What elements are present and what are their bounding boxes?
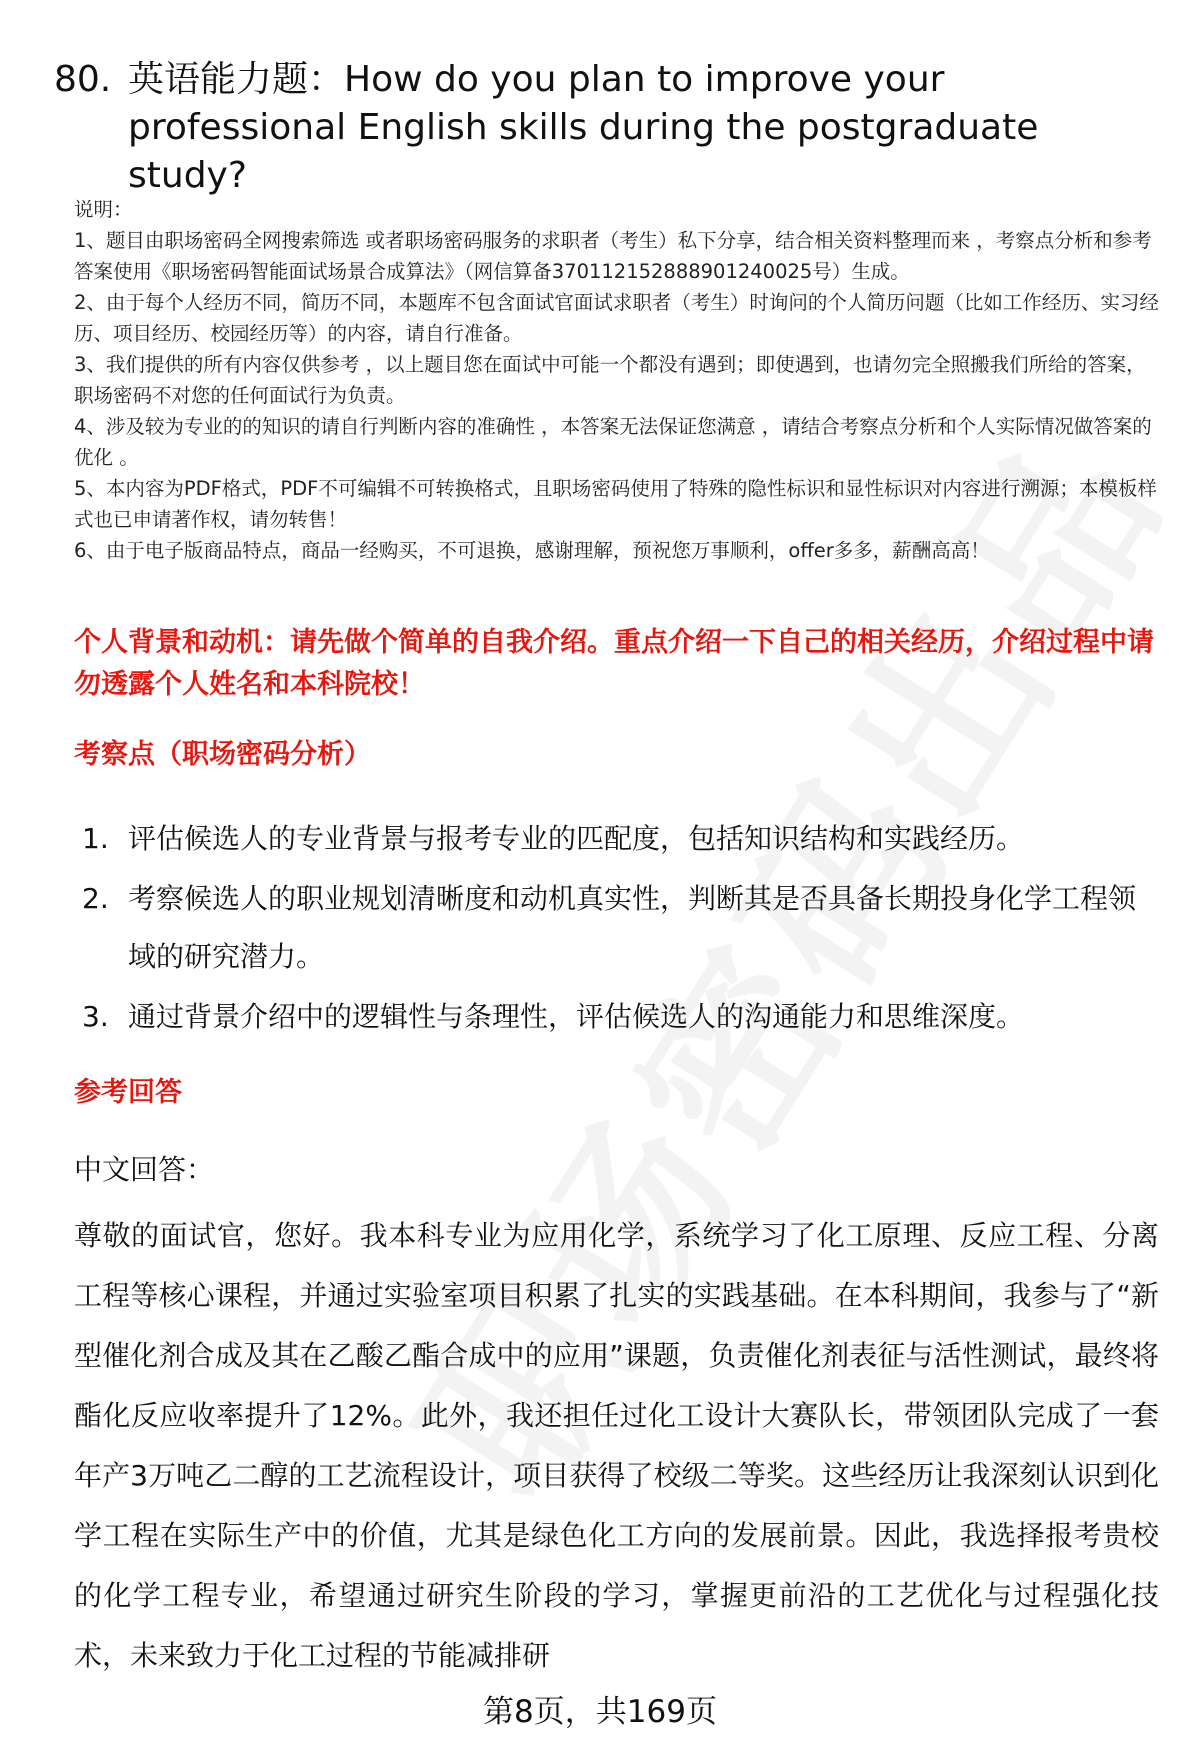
notes-item: 4、涉及较为专业的的知识的请自行判断内容的准确性 ，本答案无法保证您满意 ，请结合考察点分析和个人实际情况做答案的优化 。 bbox=[74, 415, 1152, 469]
list-item bbox=[82, 810, 1162, 868]
list-item-text: 通过背景介绍中的逻辑性与条理性，评估候选人的沟通能力和思维深度。 bbox=[128, 1000, 1025, 1033]
notes-item: 1、题目由职场密码全网搜索筛选 或者职场密码服务的求职者（考生）私下分享，结合相关资料整理而来 ，考察点分析和参考答案使用《职场密码智能面试场景合成算法》（网信算备370112152888901240025号）生成。 bbox=[74, 229, 1152, 283]
list-item-number: 3. bbox=[82, 1000, 109, 1033]
question-text: 英语能力题：How do you plan to improve your professional English skills during the postgraduate study? bbox=[128, 59, 1039, 196]
question-heading bbox=[54, 56, 1164, 200]
list-item-text: 考察候选人的职业规划清晰度和动机真实性，判断其是否具备长期投身化学工程领域的研究潜力。 bbox=[128, 882, 1137, 973]
assessment-points-heading: 考察点（职场密码分析） bbox=[74, 739, 371, 770]
list-item-text: 评估候选人的专业背景与报考专业的匹配度，包括知识结构和实践经历。 bbox=[128, 822, 1025, 855]
question-number: 80. bbox=[54, 59, 112, 100]
list-item bbox=[82, 988, 1162, 1046]
notes-item: 6、由于电子版商品特点，商品一经购买，不可退换，感谢理解，预祝您万事顺利，offer多多，薪酬高高！ bbox=[74, 539, 990, 562]
notes-title: 说明： bbox=[74, 198, 133, 221]
answer-body: 尊敬的面试官，您好。我本科专业为应用化学，系统学习了化工原理、反应工程、分离工程等核心课程，并通过实验室项目积累了扎实的实践基础。在本科期间，我参与了“新型催化剂合成及其在乙酸乙酯合成中的应用”课题，负责催化剂表征与活性测试，最终将酯化反应收率提升了12%。此外，我还担任过化工设计大赛队长，带领团队完成了一套年产3万吨乙二醇的工艺流程设计，项目获得了校级二等奖。这些经历让我深刻认识到化学工程在实际生产中的价值，尤其是绿色化工方向的发展前景。因此，我选择报考贵校的化学工程专业，希望通过研究生阶段的学习，掌握更前沿的工艺优化与过程强化技术，未来致力于化工过程的节能减排研 bbox=[74, 1219, 1159, 1672]
notes-item: 5、本内容为PDF格式，PDF不可编辑不可转换格式，且职场密码使用了特殊的隐性标识和显性标识对内容进行溯源；本模板样式也已申请著作权，请勿转售！ bbox=[74, 477, 1157, 531]
answer-language-label: 中文回答： bbox=[74, 1153, 215, 1186]
list-item-number: 1. bbox=[82, 822, 109, 855]
notes-block bbox=[74, 194, 1164, 566]
list-item-number: 2. bbox=[82, 882, 109, 915]
reference-answer-heading: 参考回答 bbox=[74, 1077, 182, 1108]
background-heading: 个人背景和动机：请先做个简单的自我介绍。重点介绍一下自己的相关经历，介绍过程中请勿透露个人姓名和本科院校！ bbox=[74, 627, 1154, 700]
list-item bbox=[82, 870, 1162, 986]
notes-item: 3、我们提供的所有内容仅供参考 ，以上题目您在面试中可能一个都没有遇到；即使遇到，也请勿完全照搬我们所给的答案，职场密码不对您的任何面试行为负责。 bbox=[74, 353, 1146, 407]
assessment-points-list bbox=[82, 810, 1162, 1048]
notes-item: 2、由于每个人经历不同，简历不同，本题库不包含面试官面试求职者（考生）时询问的个人简历问题（比如工作经历、实习经历、项目经历、校园经历等）的内容，请自行准备。 bbox=[74, 291, 1159, 345]
page-number-footer: 第8页，共169页 bbox=[483, 1694, 717, 1730]
